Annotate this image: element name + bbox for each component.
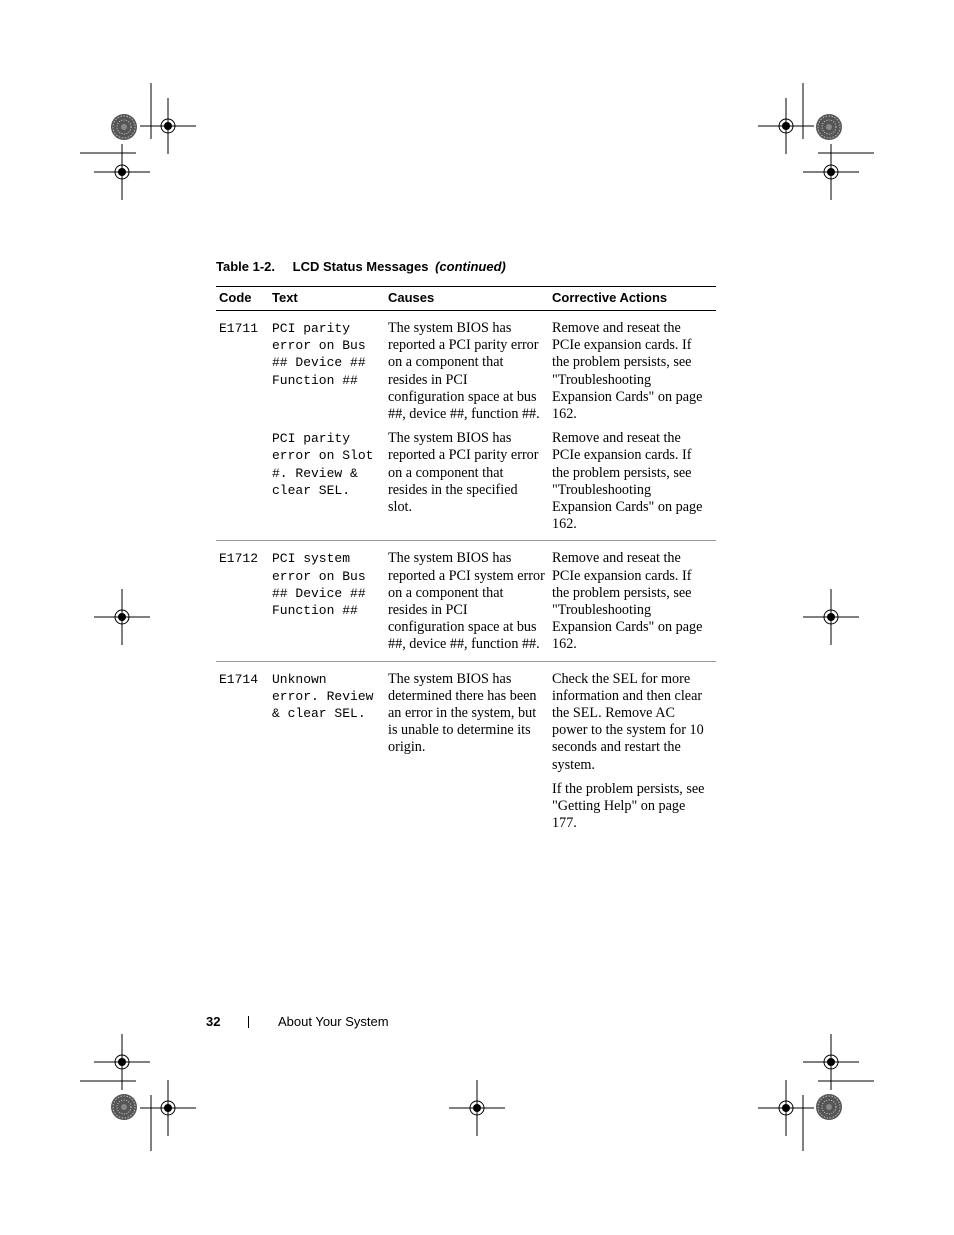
actions-cell: If the problem persists, see "Getting Help" on page 177. [552,780,705,832]
bottom-center-crosshair [449,1080,505,1136]
table-row [216,311,716,431]
bottom-right-crosshair [758,1080,814,1136]
top-left-star-mark [111,114,137,140]
top-left-side-crosshair [94,144,150,200]
table-row [216,661,716,839]
code-cell: E1711 [219,321,259,336]
table-row [216,430,716,541]
lcd-status-messages-table [216,286,716,839]
causes-cell: The system BIOS has reported a PCI parity error on a component that resides in the specified slot. [388,430,539,516]
bottom-right-side-crosshair [803,1034,859,1090]
causes-cell: The system BIOS has reported a PCI parity error on a component that resides in PCI configuration space at bus ##, device ##, function ##. [388,320,540,423]
bottom-left-star-mark [111,1094,137,1120]
text-cell: PCI parity error on Bus ## Device ## Function ## [272,321,366,388]
footer-divider [248,1016,249,1028]
left-middle-crosshair [94,589,150,645]
actions-cell: Remove and reseat the PCIe expansion cards. If the problem persists, see "Troubleshooting Expansion Cards" on page 162. [552,430,703,533]
code-cell: E1714 [219,671,259,687]
top-left-crosshair [140,98,196,154]
actions-cell: Remove and reseat the PCIe expansion cards. If the problem persists, see "Troubleshooting Expansion Cards" on page 162. [552,550,703,653]
bottom-right-star-mark [816,1094,842,1120]
header-code: Code [216,287,269,311]
table-caption-label: Table 1-2. [216,259,276,274]
actions-cell: Remove and reseat the PCIe expansion cards. If the problem persists, see "Troubleshooting Expansion Cards" on page 162. [552,320,703,423]
top-right-side-crosshair [803,144,859,200]
causes-cell: The system BIOS has reported a PCI system error on a component that resides in PCI configuration space at bus ##, device ##, function ##. [388,550,545,653]
right-middle-crosshair [803,589,859,645]
table-caption-continued: (continued) [435,259,506,274]
text-cell: Unknown error. Review & clear SEL. [272,671,374,722]
code-cell: E1712 [219,551,259,567]
table-caption [216,259,506,274]
text-cell: PCI system error on Bus ## Device ## Function ## [272,551,366,619]
table-header-row [216,287,716,311]
bottom-left-side-crosshair [94,1034,150,1090]
text-cell: PCI parity error on Slot #. Review & clear SEL. [272,431,374,498]
header-causes: Causes [385,287,549,311]
table-caption-title: LCD Status Messages [292,259,429,274]
table-row [216,541,716,661]
top-right-crosshair [758,98,814,154]
page-number: 32 [206,1014,221,1029]
footer-section-title: About Your System [278,1014,389,1029]
header-text: Text [269,287,385,311]
code-cell [219,430,265,446]
top-right-star-mark [816,114,842,140]
causes-cell: The system BIOS has determined there has been an error in the system, but is unable to determine its origin. [388,670,537,756]
header-corrective-actions: Corrective Actions [549,287,716,311]
actions-cell: Check the SEL for more information and then clear the SEL. Remove AC power to the system for 10 seconds and restart the system. [552,670,704,773]
bottom-left-crosshair [140,1080,196,1136]
